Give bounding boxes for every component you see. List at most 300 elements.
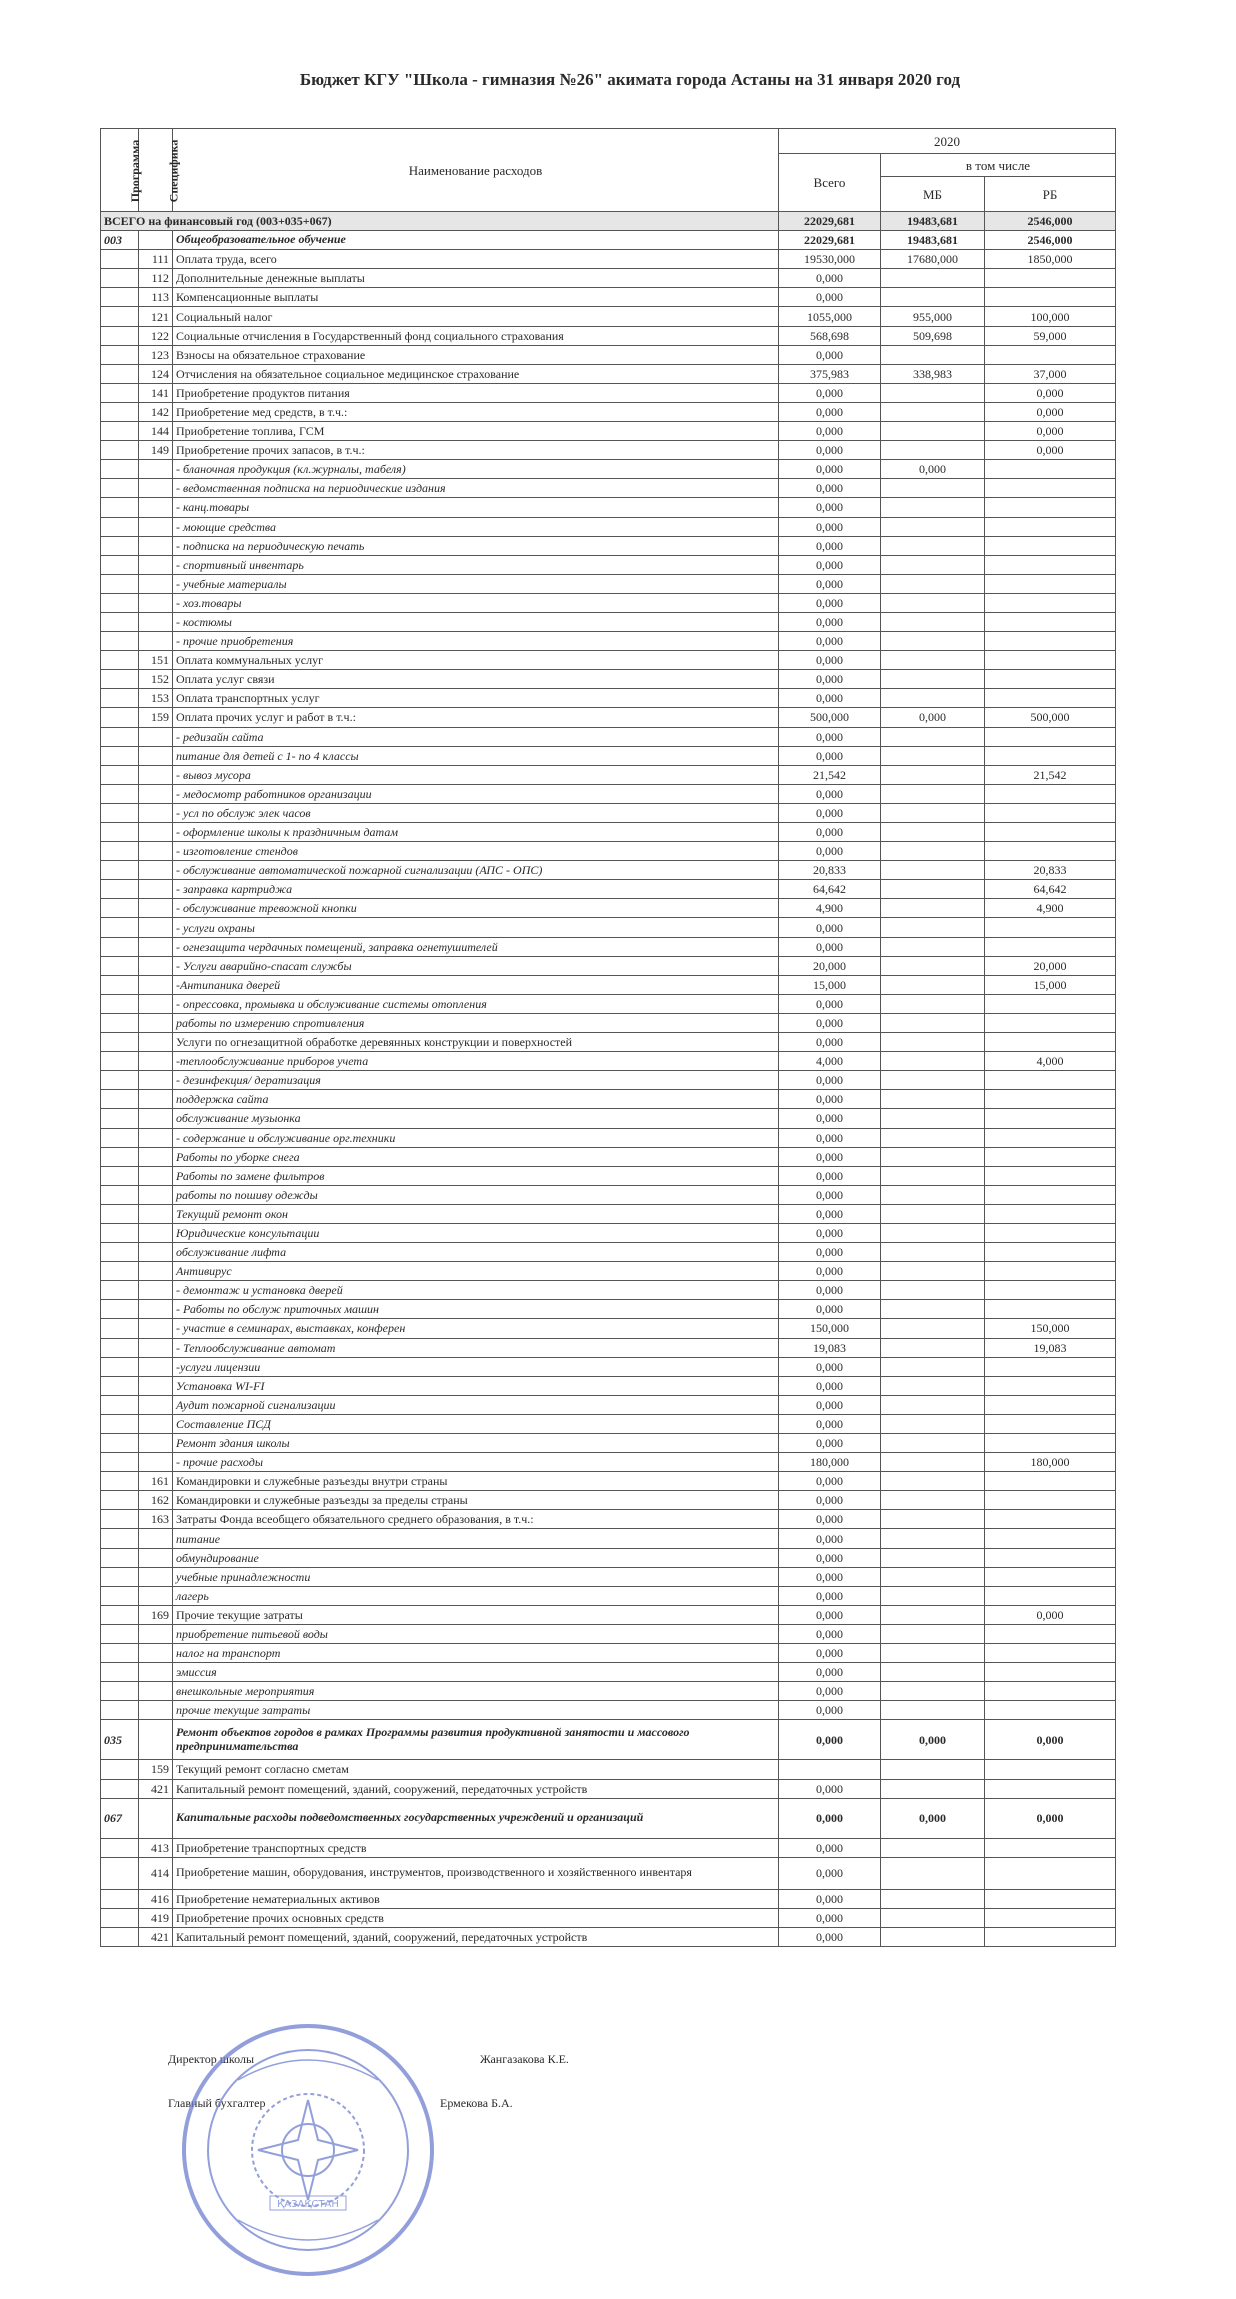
- table-row: [101, 1128, 1116, 1147]
- row-mb: [881, 861, 985, 880]
- table-row: [101, 593, 1116, 612]
- row-program: [101, 1529, 139, 1548]
- row-name: - подписка на периодическую печать: [173, 536, 779, 555]
- row-code: [139, 1720, 173, 1760]
- table-row: [101, 1109, 1116, 1128]
- row-mb: [881, 1567, 985, 1586]
- row-mb: [881, 288, 985, 307]
- row-mb: [881, 1013, 985, 1032]
- row-code: 151: [139, 651, 173, 670]
- row-mb: [881, 1357, 985, 1376]
- row-name: Оплата прочих услуг и работ в т.ч.:: [173, 708, 779, 727]
- row-mb: [881, 956, 985, 975]
- row-name: Капитальный ремонт помещений, зданий, сооружений, передаточных устройств: [173, 1927, 779, 1946]
- row-code: 122: [139, 326, 173, 345]
- row-rb: [985, 1376, 1116, 1395]
- table-row: [101, 1357, 1116, 1376]
- table-row: [101, 803, 1116, 822]
- row-mb: [881, 1090, 985, 1109]
- row-rb: 0,000: [985, 1798, 1116, 1838]
- table-row: [101, 1204, 1116, 1223]
- row-code: 112: [139, 269, 173, 288]
- row-mb: [881, 1243, 985, 1262]
- row-program: [101, 842, 139, 861]
- row-rb: [985, 1908, 1116, 1927]
- row-program: [101, 345, 139, 364]
- row-code: [139, 1701, 173, 1720]
- row-rb: [985, 1510, 1116, 1529]
- row-code: [139, 1300, 173, 1319]
- row-code: [139, 784, 173, 803]
- row-rb: [985, 784, 1116, 803]
- row-name: Текущий ремонт окон: [173, 1204, 779, 1223]
- row-rb: [985, 1166, 1116, 1185]
- row-mb: [881, 880, 985, 899]
- row-mb: [881, 555, 985, 574]
- row-program: [101, 383, 139, 402]
- row-rb: [985, 1204, 1116, 1223]
- row-total: 0,000: [779, 632, 881, 651]
- row-total: 0,000: [779, 269, 881, 288]
- row-program: [101, 517, 139, 536]
- row-program: [101, 994, 139, 1013]
- row-name: Текущий ремонт согласно сметам: [173, 1760, 779, 1779]
- row-program: [101, 1472, 139, 1491]
- row-rb: [985, 746, 1116, 765]
- row-program: [101, 536, 139, 555]
- row-code: [139, 803, 173, 822]
- row-total: 0,000: [779, 1567, 881, 1586]
- row-total: 0,000: [779, 1243, 881, 1262]
- row-code: [139, 1798, 173, 1838]
- row-code: [139, 460, 173, 479]
- row-program: [101, 1223, 139, 1242]
- row-rb: 20,833: [985, 861, 1116, 880]
- row-mb: [881, 670, 985, 689]
- row-name: обслуживание музыонка: [173, 1109, 779, 1128]
- table-row: [101, 1243, 1116, 1262]
- row-rb: 37,000: [985, 364, 1116, 383]
- row-total: 0,000: [779, 803, 881, 822]
- row-code: 142: [139, 402, 173, 421]
- row-total: 0,000: [779, 1300, 881, 1319]
- table-row: [101, 1624, 1116, 1643]
- accountant-label: Главный бухгалтер: [168, 2096, 266, 2110]
- row-code: [139, 937, 173, 956]
- row-rb: [985, 1033, 1116, 1052]
- table-row: [101, 899, 1116, 918]
- row-name: Установка WI-FI: [173, 1376, 779, 1395]
- row-mb: 955,000: [881, 307, 985, 326]
- row-total: 0,000: [779, 918, 881, 937]
- row-code: [139, 1128, 173, 1147]
- row-rb: [985, 918, 1116, 937]
- row-name: - услуги охраны: [173, 918, 779, 937]
- row-total: 0,000: [779, 937, 881, 956]
- table-row: [101, 1434, 1116, 1453]
- row-total: 0,000: [779, 1927, 881, 1946]
- row-code: [139, 1682, 173, 1701]
- row-program: [101, 288, 139, 307]
- row-rb: [985, 1529, 1116, 1548]
- row-code: [139, 1262, 173, 1281]
- row-program: [101, 899, 139, 918]
- row-mb: [881, 689, 985, 708]
- table-row: [101, 612, 1116, 631]
- year-header: 2020: [779, 129, 1116, 154]
- row-code: [139, 1033, 173, 1052]
- row-mb: [881, 727, 985, 746]
- table-row: [101, 765, 1116, 784]
- row-rb: [985, 1760, 1116, 1779]
- row-rb: [985, 727, 1116, 746]
- row-rb: [985, 288, 1116, 307]
- row-mb: [881, 1147, 985, 1166]
- row-name: Составление ПСД: [173, 1414, 779, 1433]
- row-program: [101, 803, 139, 822]
- row-name: - костюмы: [173, 612, 779, 631]
- row-total: 0,000: [779, 1147, 881, 1166]
- table-row: [101, 1644, 1116, 1663]
- row-code: [139, 727, 173, 746]
- row-mb: [881, 937, 985, 956]
- table-row: [101, 1166, 1116, 1185]
- table-row: [101, 364, 1116, 383]
- table-row: [101, 823, 1116, 842]
- row-code: 124: [139, 364, 173, 383]
- row-mb: 0,000: [881, 708, 985, 727]
- row-program: [101, 593, 139, 612]
- row-total: 0,000: [779, 1644, 881, 1663]
- table-row: [101, 918, 1116, 937]
- row-name: Ремонт здания школы: [173, 1434, 779, 1453]
- table-row: [101, 1414, 1116, 1433]
- row-mb: [881, 1889, 985, 1908]
- row-code: [139, 1204, 173, 1223]
- row-program: [101, 612, 139, 631]
- row-rb: [985, 1395, 1116, 1414]
- row-program: [101, 364, 139, 383]
- row-code: [139, 536, 173, 555]
- row-name: Прочие текущие затраты: [173, 1605, 779, 1624]
- row-name: - спортивный инвентарь: [173, 555, 779, 574]
- row-rb: [985, 1357, 1116, 1376]
- row-program: [101, 1605, 139, 1624]
- row-program: [101, 1624, 139, 1643]
- row-program: [101, 1128, 139, 1147]
- table-row: [101, 746, 1116, 765]
- row-code: 169: [139, 1605, 173, 1624]
- row-code: 144: [139, 422, 173, 441]
- table-row: [101, 1071, 1116, 1090]
- row-rb: [985, 269, 1116, 288]
- table-row: [101, 1395, 1116, 1414]
- row-rb: [985, 1300, 1116, 1319]
- row-total: 0,000: [779, 1586, 881, 1605]
- row-rb: [985, 1624, 1116, 1643]
- row-code: 419: [139, 1908, 173, 1927]
- row-code: [139, 1090, 173, 1109]
- row-rb: [985, 1090, 1116, 1109]
- row-program: [101, 1319, 139, 1338]
- row-total: 0,000: [779, 1434, 881, 1453]
- row-code: [139, 231, 173, 250]
- row-total: 22029,681: [779, 231, 881, 250]
- row-program: [101, 1300, 139, 1319]
- row-mb: [881, 1109, 985, 1128]
- row-rb: 20,000: [985, 956, 1116, 975]
- row-code: [139, 1414, 173, 1433]
- row-total: 0,000: [779, 1798, 881, 1838]
- row-name: - опрессовка, промывка и обслуживание системы отопления: [173, 994, 779, 1013]
- row-mb: [881, 1548, 985, 1567]
- row-rb: [985, 1472, 1116, 1491]
- table-row: [101, 1453, 1116, 1472]
- row-program: [101, 1204, 139, 1223]
- row-total: 0,000: [779, 1682, 881, 1701]
- row-program: [101, 1779, 139, 1798]
- table-row: [101, 1701, 1116, 1720]
- row-total: 0,000: [779, 1908, 881, 1927]
- row-program: [101, 1857, 139, 1889]
- row-code: 421: [139, 1927, 173, 1946]
- row-code: [139, 1529, 173, 1548]
- row-name: Приобретение прочих основных средств: [173, 1908, 779, 1927]
- row-rb: [985, 460, 1116, 479]
- row-name: налог на транспорт: [173, 1644, 779, 1663]
- row-mb: 19483,681: [881, 212, 985, 231]
- table-row: [101, 1472, 1116, 1491]
- row-code: [139, 1147, 173, 1166]
- row-code: 413: [139, 1838, 173, 1857]
- row-total: 0,000: [779, 422, 881, 441]
- table-row: [101, 1720, 1116, 1760]
- row-program: [101, 1166, 139, 1185]
- row-total: [779, 1760, 881, 1779]
- row-name: Приобретение прочих запасов, в т.ч.:: [173, 441, 779, 460]
- table-row: [101, 1682, 1116, 1701]
- row-code: [139, 1052, 173, 1071]
- row-total: 0,000: [779, 536, 881, 555]
- row-name: -Антипаника дверей: [173, 975, 779, 994]
- row-program: [101, 1567, 139, 1586]
- row-total: 0,000: [779, 1357, 881, 1376]
- row-program: [101, 1414, 139, 1433]
- row-mb: [881, 1262, 985, 1281]
- row-total: 0,000: [779, 460, 881, 479]
- table-row: [101, 1013, 1116, 1032]
- row-name: -услуги лицензии: [173, 1357, 779, 1376]
- row-name: - дезинфекция/ дератизация: [173, 1071, 779, 1090]
- row-mb: [881, 1204, 985, 1223]
- row-code: [139, 555, 173, 574]
- row-mb: [881, 823, 985, 842]
- row-name: питание для детей с 1- по 4 классы: [173, 746, 779, 765]
- row-mb: [881, 593, 985, 612]
- row-name: - ведомственная подписка на периодические издания: [173, 479, 779, 498]
- row-rb: 100,000: [985, 307, 1116, 326]
- row-program: [101, 269, 139, 288]
- table-row: [101, 269, 1116, 288]
- row-mb: [881, 1624, 985, 1643]
- row-code: [139, 765, 173, 784]
- row-code: 159: [139, 1760, 173, 1779]
- row-total: 0,000: [779, 1857, 881, 1889]
- row-name: обслуживание лифта: [173, 1243, 779, 1262]
- row-program: [101, 918, 139, 937]
- row-mb: [881, 1701, 985, 1720]
- row-mb: [881, 536, 985, 555]
- row-program: [101, 460, 139, 479]
- row-code: [139, 1434, 173, 1453]
- row-program: [101, 1357, 139, 1376]
- row-total: 0,000: [779, 1472, 881, 1491]
- row-rb: [985, 1586, 1116, 1605]
- row-mb: [881, 1605, 985, 1624]
- table-row: [101, 345, 1116, 364]
- budget-table: [100, 128, 1116, 1947]
- row-mb: 509,698: [881, 326, 985, 345]
- table-row: [101, 632, 1116, 651]
- table-row: [101, 498, 1116, 517]
- row-program: [101, 823, 139, 842]
- row-program: [101, 746, 139, 765]
- row-program: [101, 861, 139, 880]
- row-program: [101, 651, 139, 670]
- row-name: Приобретение транспортных средств: [173, 1838, 779, 1857]
- row-name: - содержание и обслуживание орг.техники: [173, 1128, 779, 1147]
- row-code: [139, 994, 173, 1013]
- row-mb: [881, 1510, 985, 1529]
- row-mb: 0,000: [881, 460, 985, 479]
- row-program: [101, 975, 139, 994]
- table-row: [101, 307, 1116, 326]
- row-total: 0,000: [779, 1262, 881, 1281]
- row-mb: [881, 1472, 985, 1491]
- row-mb: [881, 1185, 985, 1204]
- row-name: Работы по замене фильтров: [173, 1166, 779, 1185]
- row-mb: [881, 975, 985, 994]
- row-rb: [985, 1663, 1116, 1682]
- row-rb: [985, 689, 1116, 708]
- row-code: [139, 517, 173, 536]
- table-row: [101, 1319, 1116, 1338]
- row-rb: [985, 1281, 1116, 1300]
- row-name: Затраты Фонда всеобщего обязательного среднего образования, в т.ч.:: [173, 1510, 779, 1529]
- row-name: - заправка картриджа: [173, 880, 779, 899]
- row-code: 123: [139, 345, 173, 364]
- row-mb: [881, 422, 985, 441]
- row-total: 568,698: [779, 326, 881, 345]
- row-code: [139, 1644, 173, 1663]
- table-row: [101, 555, 1116, 574]
- row-total: 0,000: [779, 441, 881, 460]
- row-name: - обслуживание тревожной кнопки: [173, 899, 779, 918]
- row-total: 0,000: [779, 1605, 881, 1624]
- rb-header: РБ: [985, 177, 1116, 212]
- row-mb: [881, 1414, 985, 1433]
- row-rb: [985, 1548, 1116, 1567]
- row-name: - оформление школы к праздничным датам: [173, 823, 779, 842]
- row-name: - вывоз мусора: [173, 765, 779, 784]
- row-name: Капитальные расходы подведомственных государственных учреждений и организаций: [173, 1798, 779, 1838]
- table-row: [101, 1052, 1116, 1071]
- row-program: [101, 1338, 139, 1357]
- row-name: Командировки и служебные разъезды внутри страны: [173, 1472, 779, 1491]
- row-program: [101, 708, 139, 727]
- row-mb: [881, 746, 985, 765]
- row-code: 414: [139, 1857, 173, 1889]
- row-mb: [881, 345, 985, 364]
- row-program: [101, 307, 139, 326]
- table-row: [101, 441, 1116, 460]
- row-rb: [985, 574, 1116, 593]
- row-program: [101, 1109, 139, 1128]
- row-program: [101, 1701, 139, 1720]
- row-name: - прочие расходы: [173, 1453, 779, 1472]
- row-total: 1055,000: [779, 307, 881, 326]
- row-rb: [985, 1838, 1116, 1857]
- row-name: Компенсационные выплаты: [173, 288, 779, 307]
- row-rb: 15,000: [985, 975, 1116, 994]
- row-name: Приобретение нематериальных активов: [173, 1889, 779, 1908]
- row-rb: [985, 1243, 1116, 1262]
- row-total: 0,000: [779, 612, 881, 631]
- row-name: - учебные материалы: [173, 574, 779, 593]
- specifics-header: Специфика: [139, 129, 173, 212]
- row-code: [139, 1567, 173, 1586]
- row-total: 0,000: [779, 1491, 881, 1510]
- document-title: Бюджет КГУ "Школа - гимназия №26" акимата города Астаны на 31 января 2020 год: [299, 70, 961, 89]
- row-rb: [985, 1071, 1116, 1090]
- row-program: 067: [101, 1798, 139, 1838]
- row-code: [139, 746, 173, 765]
- row-name: Антивирус: [173, 1262, 779, 1281]
- row-mb: [881, 1052, 985, 1071]
- row-program: [101, 1491, 139, 1510]
- row-name: работы по измерению спротивления: [173, 1013, 779, 1032]
- row-mb: 0,000: [881, 1798, 985, 1838]
- row-code: [139, 632, 173, 651]
- row-total: 0,000: [779, 1548, 881, 1567]
- table-row: [101, 1185, 1116, 1204]
- row-code: [139, 1071, 173, 1090]
- row-name: - демонтаж и установка дверей: [173, 1281, 779, 1300]
- row-name: - бланочная продукция (кл.журналы, табеля): [173, 460, 779, 479]
- row-mb: [881, 1927, 985, 1946]
- row-code: [139, 1376, 173, 1395]
- row-mb: [881, 1682, 985, 1701]
- row-name: поддержка сайта: [173, 1090, 779, 1109]
- row-program: [101, 1147, 139, 1166]
- row-code: 149: [139, 441, 173, 460]
- row-name: Ремонт объектов городов в рамках Программы развития продуктивной занятости и массового предпринимательства: [173, 1720, 779, 1760]
- row-name: Социальный налог: [173, 307, 779, 326]
- row-total: 0,000: [779, 1033, 881, 1052]
- row-total: 0,000: [779, 784, 881, 803]
- row-code: [139, 593, 173, 612]
- row-code: [139, 1395, 173, 1414]
- row-rb: [985, 1109, 1116, 1128]
- row-name: Оплата услуг связи: [173, 670, 779, 689]
- row-total: 0,000: [779, 1701, 881, 1720]
- row-mb: [881, 1319, 985, 1338]
- row-rb: 2546,000: [985, 231, 1116, 250]
- table-row: [101, 1510, 1116, 1529]
- stamp-text: ҚАЗАҚСТАН: [277, 2199, 339, 2210]
- row-total: 150,000: [779, 1319, 881, 1338]
- row-rb: [985, 498, 1116, 517]
